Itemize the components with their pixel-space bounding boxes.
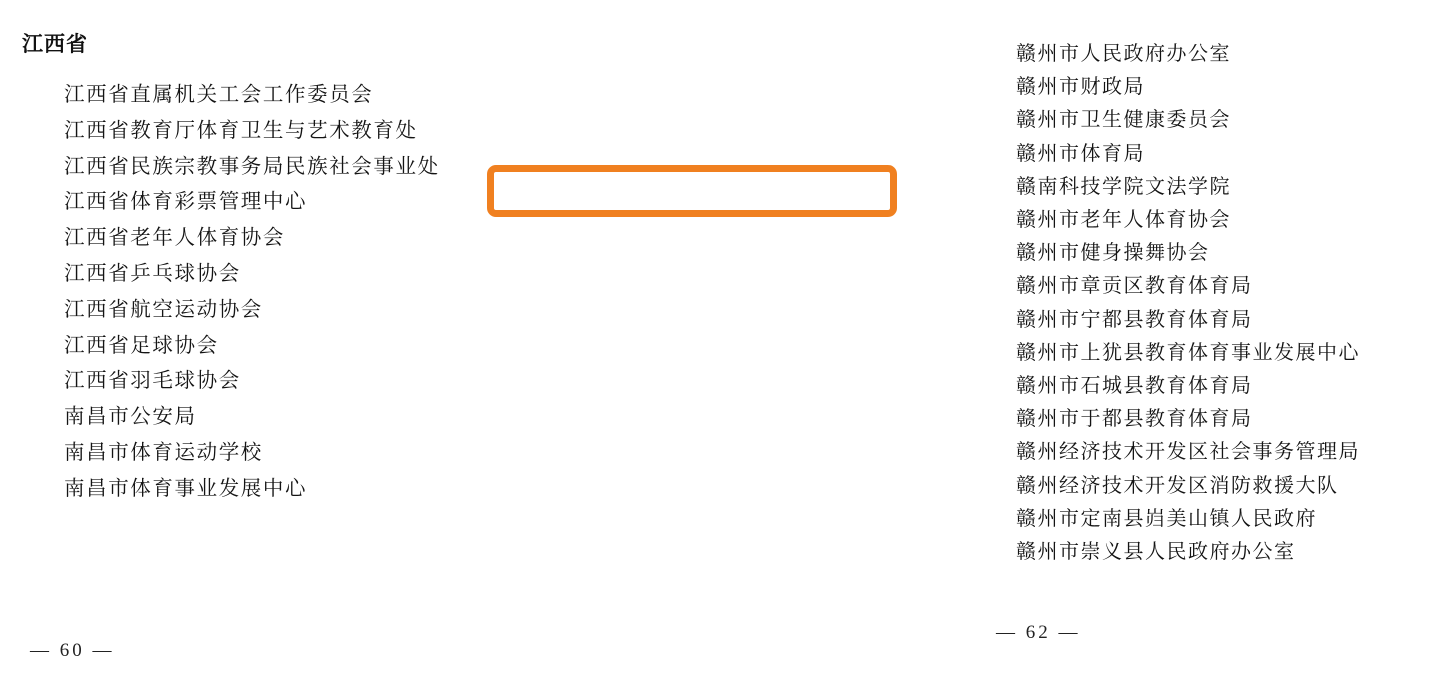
list-item: 江西省教育厅体育卫生与艺术教育处 bbox=[64, 119, 418, 142]
list-item: 江西省老年人体育协会 bbox=[64, 227, 285, 250]
list-item-highlighted: 赣南科技学院文法学院 bbox=[1016, 175, 1231, 198]
list-item: 江西省体育彩票管理中心 bbox=[64, 191, 308, 214]
list-item: 赣州市人民政府办公室 bbox=[1016, 43, 1231, 65]
list-item: 赣州市宁都县教育体育局 bbox=[1016, 308, 1253, 331]
list-item: 江西省足球协会 bbox=[64, 334, 219, 357]
list-item: 赣州市财政局 bbox=[1016, 76, 1145, 99]
list-item: 赣州市定南县岿美山镇人民政府 bbox=[1016, 507, 1317, 530]
list-item: 赣州市崇义县人民政府办公室 bbox=[1016, 541, 1296, 564]
list-item: 江西省直属机关工会工作委员会 bbox=[64, 84, 374, 106]
right-entry-list bbox=[1016, 38, 1456, 569]
list-item: 江西省民族宗教事务局民族社会事业处 bbox=[64, 155, 440, 178]
page-number-right: — 62 — bbox=[996, 622, 1081, 643]
list-item: 赣州经济技术开发区社会事务管理局 bbox=[1016, 441, 1360, 464]
page-title: 江西省 bbox=[22, 33, 88, 56]
list-item: 南昌市体育事业发展中心 bbox=[64, 477, 308, 500]
list-item: 赣州市石城县教育体育局 bbox=[1016, 375, 1253, 398]
list-item: 赣州市章贡区教育体育局 bbox=[1016, 275, 1253, 298]
list-item: 江西省羽毛球协会 bbox=[64, 370, 241, 393]
list-item: 江西省乒乓球协会 bbox=[64, 262, 241, 285]
list-item: 赣州市老年人体育协会 bbox=[1016, 209, 1231, 232]
list-item: 赣州经济技术开发区消防救援大队 bbox=[1016, 474, 1339, 497]
list-item: 赣州市上犹县教育体育事业发展中心 bbox=[1016, 341, 1360, 364]
list-item: 南昌市体育运动学校 bbox=[64, 441, 263, 464]
left-page-column bbox=[0, 0, 496, 680]
right-page-column bbox=[496, 0, 1360, 680]
left-entry-list bbox=[64, 78, 484, 508]
list-item: 赣州市卫生健康委员会 bbox=[1016, 109, 1231, 132]
list-item: 赣州市于都县教育体育局 bbox=[1016, 408, 1253, 431]
list-item: 赣州市健身操舞协会 bbox=[1016, 242, 1210, 265]
list-item: 南昌市公安局 bbox=[64, 406, 197, 429]
list-item: 赣州市体育局 bbox=[1016, 142, 1145, 165]
list-item: 江西省航空运动协会 bbox=[64, 298, 263, 321]
page-number-left: — 60 — bbox=[30, 640, 115, 661]
